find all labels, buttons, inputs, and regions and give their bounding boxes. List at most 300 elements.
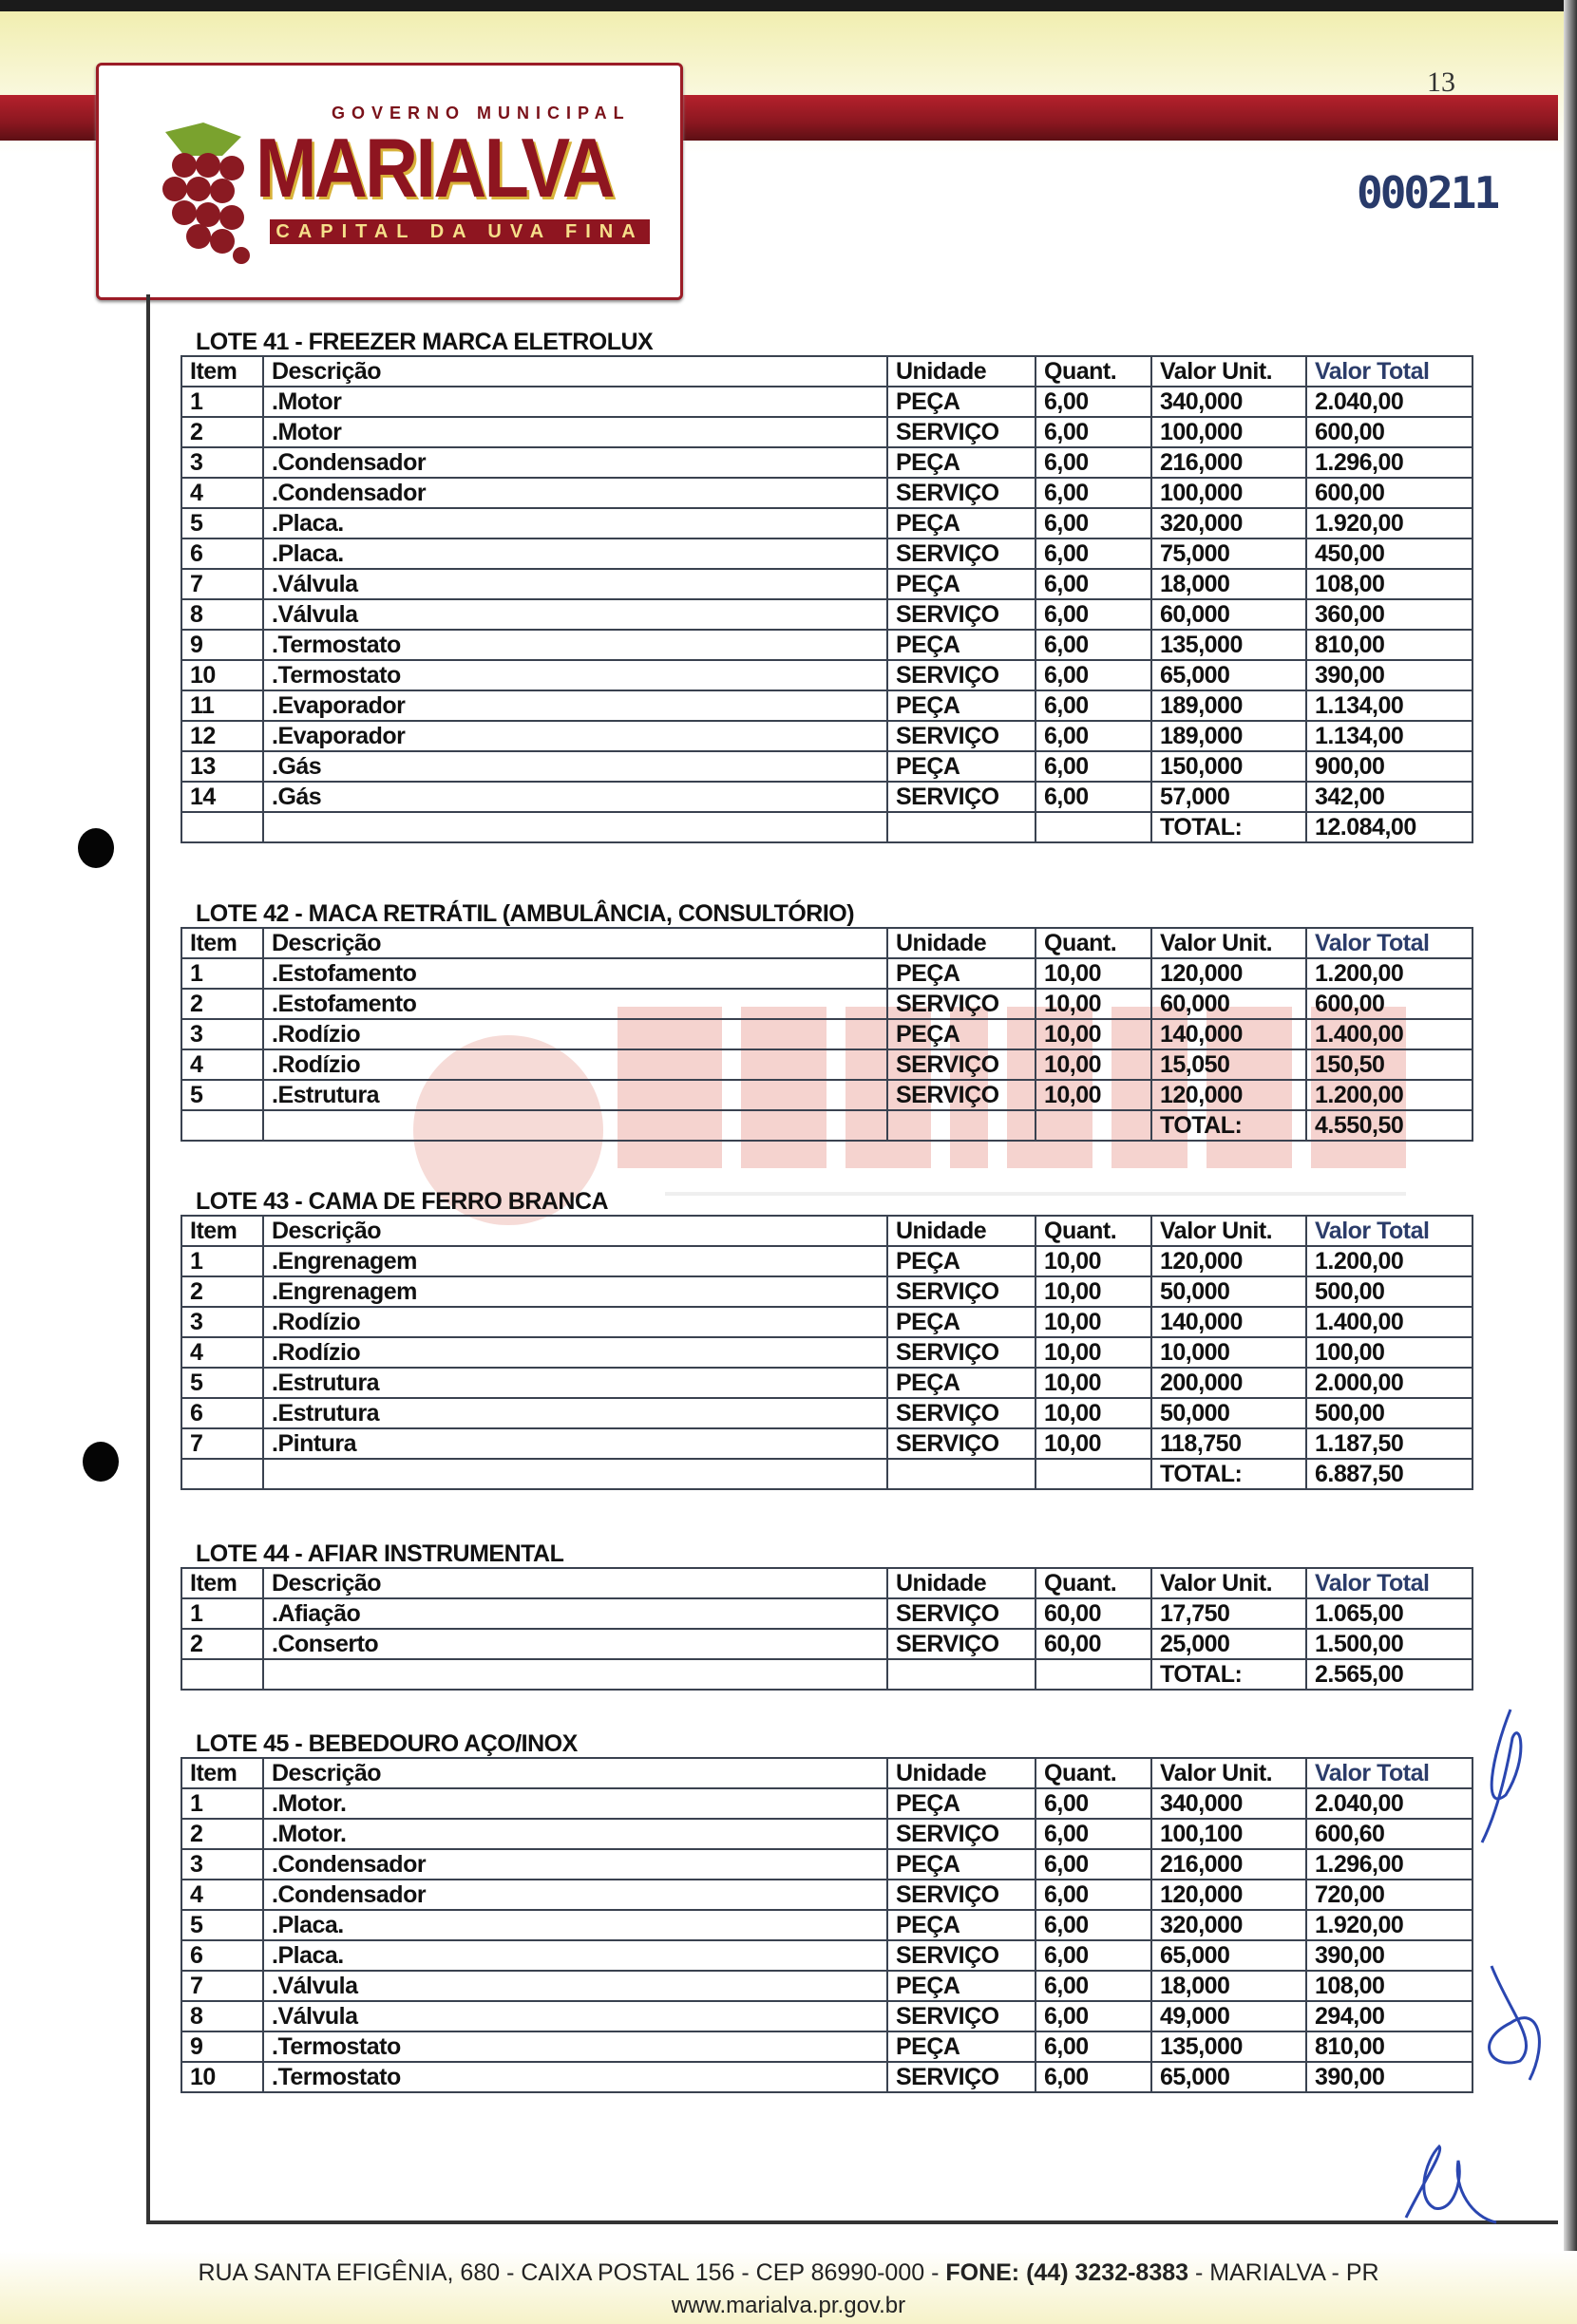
cell-unit: SERVIÇO xyxy=(887,1337,1036,1368)
cell-unit: SERVIÇO xyxy=(887,478,1036,508)
cell-unit: PEÇA xyxy=(887,508,1036,538)
table-row xyxy=(181,599,1472,630)
cell-unit: SERVIÇO xyxy=(887,2062,1036,2092)
cell-description: .Motor xyxy=(263,417,887,447)
cell-description: .Motor. xyxy=(263,1819,887,1849)
lote-title: LOTE 44 - AFIAR INSTRUMENTAL xyxy=(196,1540,564,1567)
empty-cell xyxy=(263,812,887,842)
cell-description: .Gás xyxy=(263,751,887,782)
cell-description: .Condensador xyxy=(263,478,887,508)
cell-item: 2 xyxy=(181,1629,263,1659)
cell-unit: SERVIÇO xyxy=(887,1819,1036,1849)
empty-cell xyxy=(887,812,1036,842)
punch-hole-icon xyxy=(83,1442,119,1482)
page-number: 13 xyxy=(1427,66,1455,98)
table-row xyxy=(181,1971,1472,2001)
footer-address-suffix: - MARIALVA - PR xyxy=(1188,2259,1379,2286)
cell-total-value: 500,00 xyxy=(1306,1276,1472,1307)
cell-unit: PEÇA xyxy=(887,2031,1036,2062)
cell-quantity: 10,00 xyxy=(1036,1398,1151,1428)
empty-cell xyxy=(263,1659,887,1690)
cell-item: 6 xyxy=(181,1940,263,1971)
column-header-description: Descrição xyxy=(263,928,887,958)
logo-top-text: GOVERNO MUNICIPAL xyxy=(332,104,631,123)
table-row xyxy=(181,1246,1472,1276)
scan-edge-right xyxy=(1564,0,1577,2324)
cell-unit: SERVIÇO xyxy=(887,1276,1036,1307)
cell-total-value: 342,00 xyxy=(1306,782,1472,812)
cell-total-value: 500,00 xyxy=(1306,1398,1472,1428)
cell-unit: SERVIÇO xyxy=(887,417,1036,447)
cell-total-value: 810,00 xyxy=(1306,2031,1472,2062)
cell-total-value: 108,00 xyxy=(1306,569,1472,599)
cell-total-value: 1.296,00 xyxy=(1306,1849,1472,1880)
cell-item: 10 xyxy=(181,660,263,690)
cell-unit: PEÇA xyxy=(887,1246,1036,1276)
cell-total-value: 100,00 xyxy=(1306,1337,1472,1368)
table-row xyxy=(181,751,1472,782)
cell-description: .Rodízio xyxy=(263,1337,887,1368)
column-header-description: Descrição xyxy=(263,356,887,387)
cell-quantity: 10,00 xyxy=(1036,1049,1151,1080)
column-header-total-value: Valor Total xyxy=(1306,1568,1472,1598)
cell-item: 14 xyxy=(181,782,263,812)
empty-cell xyxy=(181,1459,263,1489)
cell-item: 7 xyxy=(181,569,263,599)
table-row xyxy=(181,387,1472,417)
cell-unit-value: 17,750 xyxy=(1151,1598,1306,1629)
cell-unit: SERVIÇO xyxy=(887,1629,1036,1659)
cell-unit-value: 57,000 xyxy=(1151,782,1306,812)
table-row xyxy=(181,989,1472,1019)
cell-item: 1 xyxy=(181,1246,263,1276)
cell-unit: SERVIÇO xyxy=(887,1049,1036,1080)
empty-cell xyxy=(1036,1459,1151,1489)
cell-quantity: 6,00 xyxy=(1036,690,1151,721)
cell-description: .Válvula xyxy=(263,569,887,599)
cell-unit-value: 50,000 xyxy=(1151,1398,1306,1428)
cell-quantity: 10,00 xyxy=(1036,1080,1151,1110)
cell-total-value: 1.200,00 xyxy=(1306,1246,1472,1276)
cell-quantity: 6,00 xyxy=(1036,660,1151,690)
table-row xyxy=(181,2062,1472,2092)
cell-description: .Válvula xyxy=(263,1971,887,2001)
cell-unit-value: 50,000 xyxy=(1151,1276,1306,1307)
table-row xyxy=(181,1940,1472,1971)
logo-name: MARIALVA xyxy=(256,121,614,215)
footer-phone: FONE: (44) 3232-8383 xyxy=(945,2259,1189,2286)
footer-address-prefix: RUA SANTA EFIGÊNIA, 680 - CAIXA POSTAL 156 - CEP 86990-000 - xyxy=(198,2259,946,2286)
cell-unit: SERVIÇO xyxy=(887,1428,1036,1459)
cell-quantity: 6,00 xyxy=(1036,387,1151,417)
cell-description: .Motor xyxy=(263,387,887,417)
cell-unit: SERVIÇO xyxy=(887,782,1036,812)
cell-total-value: 1.065,00 xyxy=(1306,1598,1472,1629)
cell-quantity: 6,00 xyxy=(1036,1940,1151,1971)
stamp-number: 000211 xyxy=(1357,167,1498,218)
total-row xyxy=(181,1459,1472,1489)
cell-unit: SERVIÇO xyxy=(887,1080,1036,1110)
cell-description: .Engrenagem xyxy=(263,1246,887,1276)
cell-description: .Termostato xyxy=(263,2062,887,2092)
column-header-unit: Unidade xyxy=(887,1758,1036,1788)
lote-section xyxy=(180,1730,1473,2093)
cell-unit: PEÇA xyxy=(887,1019,1036,1049)
column-header-unit-value: Valor Unit. xyxy=(1151,928,1306,958)
cell-quantity: 10,00 xyxy=(1036,1368,1151,1398)
cell-quantity: 6,00 xyxy=(1036,569,1151,599)
cell-description: .Condensador xyxy=(263,447,887,478)
cell-unit-value: 120,000 xyxy=(1151,958,1306,989)
lote-title: LOTE 42 - MACA RETRÁTIL (AMBULÂNCIA, CONSULTÓRIO) xyxy=(196,900,855,927)
cell-quantity: 10,00 xyxy=(1036,989,1151,1019)
cell-unit: PEÇA xyxy=(887,958,1036,989)
lote-table xyxy=(180,1757,1473,2093)
cell-unit: PEÇA xyxy=(887,690,1036,721)
grapes-icon xyxy=(146,123,260,265)
cell-quantity: 6,00 xyxy=(1036,2001,1151,2031)
cell-total-value: 1.400,00 xyxy=(1306,1019,1472,1049)
cell-quantity: 6,00 xyxy=(1036,1880,1151,1910)
empty-cell xyxy=(263,1459,887,1489)
table-row xyxy=(181,1428,1472,1459)
bottom-margin-line xyxy=(146,2220,1558,2224)
table-row xyxy=(181,1049,1472,1080)
table-header-row xyxy=(181,1568,1472,1598)
table-header-row xyxy=(181,356,1472,387)
cell-unit: PEÇA xyxy=(887,569,1036,599)
table-row xyxy=(181,690,1472,721)
cell-quantity: 6,00 xyxy=(1036,782,1151,812)
total-value: 6.887,50 xyxy=(1306,1459,1472,1489)
cell-item: 3 xyxy=(181,447,263,478)
column-header-description: Descrição xyxy=(263,1216,887,1246)
empty-cell xyxy=(1036,1110,1151,1141)
cell-item: 1 xyxy=(181,1788,263,1819)
cell-description: .Placa. xyxy=(263,1940,887,1971)
table-row xyxy=(181,1910,1472,1940)
logo-subtitle: CAPITAL DA UVA FINA xyxy=(270,219,650,244)
cell-quantity: 6,00 xyxy=(1036,751,1151,782)
cell-quantity: 10,00 xyxy=(1036,1276,1151,1307)
column-header-unit: Unidade xyxy=(887,928,1036,958)
cell-description: .Evaporador xyxy=(263,721,887,751)
cell-description: .Estofamento xyxy=(263,989,887,1019)
table-row xyxy=(181,1019,1472,1049)
column-header-quantity: Quant. xyxy=(1036,928,1151,958)
cell-total-value: 390,00 xyxy=(1306,1940,1472,1971)
cell-total-value: 900,00 xyxy=(1306,751,1472,782)
empty-cell xyxy=(1036,812,1151,842)
cell-unit-value: 135,000 xyxy=(1151,630,1306,660)
table-row xyxy=(181,958,1472,989)
cell-item: 1 xyxy=(181,387,263,417)
lote-title: LOTE 45 - BEBEDOURO AÇO/INOX xyxy=(196,1730,578,1757)
cell-item: 3 xyxy=(181,1307,263,1337)
cell-unit-value: 65,000 xyxy=(1151,1940,1306,1971)
cell-description: .Rodízio xyxy=(263,1019,887,1049)
cell-unit: SERVIÇO xyxy=(887,1598,1036,1629)
cell-unit: PEÇA xyxy=(887,1971,1036,2001)
cell-description: .Condensador xyxy=(263,1849,887,1880)
cell-unit-value: 100,100 xyxy=(1151,1819,1306,1849)
column-header-total-value: Valor Total xyxy=(1306,928,1472,958)
table-row xyxy=(181,417,1472,447)
cell-item: 5 xyxy=(181,508,263,538)
cell-item: 9 xyxy=(181,2031,263,2062)
cell-item: 7 xyxy=(181,1428,263,1459)
cell-description: .Placa. xyxy=(263,1910,887,1940)
cell-total-value: 390,00 xyxy=(1306,2062,1472,2092)
cell-description: .Rodízio xyxy=(263,1307,887,1337)
cell-total-value: 1.200,00 xyxy=(1306,1080,1472,1110)
cell-total-value: 1.134,00 xyxy=(1306,690,1472,721)
cell-unit-value: 60,000 xyxy=(1151,989,1306,1019)
cell-total-value: 450,00 xyxy=(1306,538,1472,569)
cell-unit-value: 340,000 xyxy=(1151,1788,1306,1819)
cell-quantity: 6,00 xyxy=(1036,630,1151,660)
scan-edge xyxy=(0,0,1577,11)
cell-item: 4 xyxy=(181,478,263,508)
table-row xyxy=(181,1276,1472,1307)
table-row xyxy=(181,660,1472,690)
total-label: TOTAL: xyxy=(1151,1659,1306,1690)
cell-unit: PEÇA xyxy=(887,1910,1036,1940)
cell-quantity: 6,00 xyxy=(1036,508,1151,538)
lote-title: LOTE 41 - FREEZER MARCA ELETROLUX xyxy=(196,329,654,355)
table-row xyxy=(181,1598,1472,1629)
empty-cell xyxy=(887,1459,1036,1489)
table-header-row xyxy=(181,1216,1472,1246)
cell-unit-value: 49,000 xyxy=(1151,2001,1306,2031)
cell-total-value: 600,00 xyxy=(1306,417,1472,447)
lote-section xyxy=(180,1188,1473,1490)
cell-total-value: 1.400,00 xyxy=(1306,1307,1472,1337)
cell-unit-value: 18,000 xyxy=(1151,569,1306,599)
footer-website[interactable]: www.marialva.pr.gov.br xyxy=(671,2293,906,2318)
table-row xyxy=(181,1337,1472,1368)
initials-icon xyxy=(1387,2142,1501,2227)
cell-total-value: 1.500,00 xyxy=(1306,1629,1472,1659)
cell-total-value: 810,00 xyxy=(1306,630,1472,660)
cell-quantity: 60,00 xyxy=(1036,1598,1151,1629)
cell-item: 6 xyxy=(181,538,263,569)
table-header-row xyxy=(181,1758,1472,1788)
column-header-description: Descrição xyxy=(263,1758,887,1788)
table-row xyxy=(181,1080,1472,1110)
cell-total-value: 1.920,00 xyxy=(1306,1910,1472,1940)
column-header-item: Item xyxy=(181,928,263,958)
cell-unit-value: 189,000 xyxy=(1151,690,1306,721)
cell-quantity: 6,00 xyxy=(1036,478,1151,508)
cell-total-value: 2.040,00 xyxy=(1306,387,1472,417)
table-row xyxy=(181,630,1472,660)
cell-total-value: 294,00 xyxy=(1306,2001,1472,2031)
lote-section xyxy=(180,900,1473,1142)
cell-quantity: 6,00 xyxy=(1036,1819,1151,1849)
column-header-unit: Unidade xyxy=(887,1568,1036,1598)
empty-cell xyxy=(1036,1659,1151,1690)
cell-total-value: 150,50 xyxy=(1306,1049,1472,1080)
cell-unit-value: 60,000 xyxy=(1151,599,1306,630)
cell-unit: PEÇA xyxy=(887,1368,1036,1398)
cell-item: 2 xyxy=(181,1276,263,1307)
cell-description: .Motor. xyxy=(263,1788,887,1819)
table-row xyxy=(181,1629,1472,1659)
cell-unit: SERVIÇO xyxy=(887,721,1036,751)
empty-cell xyxy=(181,812,263,842)
cell-total-value: 108,00 xyxy=(1306,1971,1472,2001)
column-header-item: Item xyxy=(181,356,263,387)
cell-unit-value: 320,000 xyxy=(1151,508,1306,538)
left-margin-line xyxy=(146,294,150,2224)
cell-item: 9 xyxy=(181,630,263,660)
cell-unit: SERVIÇO xyxy=(887,599,1036,630)
lote-table xyxy=(180,1567,1473,1691)
cell-description: .Engrenagem xyxy=(263,1276,887,1307)
cell-unit: PEÇA xyxy=(887,751,1036,782)
cell-description: .Evaporador xyxy=(263,690,887,721)
cell-quantity: 6,00 xyxy=(1036,1788,1151,1819)
cell-total-value: 2.000,00 xyxy=(1306,1368,1472,1398)
cell-unit-value: 25,000 xyxy=(1151,1629,1306,1659)
cell-total-value: 390,00 xyxy=(1306,660,1472,690)
cell-unit-value: 10,000 xyxy=(1151,1337,1306,1368)
cell-unit-value: 189,000 xyxy=(1151,721,1306,751)
cell-quantity: 6,00 xyxy=(1036,447,1151,478)
cell-unit-value: 340,000 xyxy=(1151,387,1306,417)
total-value: 2.565,00 xyxy=(1306,1659,1472,1690)
cell-quantity: 60,00 xyxy=(1036,1629,1151,1659)
cell-total-value: 1.296,00 xyxy=(1306,447,1472,478)
cell-item: 8 xyxy=(181,599,263,630)
cell-item: 8 xyxy=(181,2001,263,2031)
lote-section xyxy=(180,1540,1473,1691)
total-label: TOTAL: xyxy=(1151,812,1306,842)
cell-item: 13 xyxy=(181,751,263,782)
cell-quantity: 6,00 xyxy=(1036,1849,1151,1880)
cell-total-value: 600,00 xyxy=(1306,478,1472,508)
column-header-unit-value: Valor Unit. xyxy=(1151,1216,1306,1246)
cell-unit-value: 120,000 xyxy=(1151,1880,1306,1910)
table-header-row xyxy=(181,928,1472,958)
column-header-quantity: Quant. xyxy=(1036,356,1151,387)
cell-quantity: 6,00 xyxy=(1036,599,1151,630)
cell-quantity: 6,00 xyxy=(1036,2062,1151,2092)
column-header-quantity: Quant. xyxy=(1036,1216,1151,1246)
column-header-unit-value: Valor Unit. xyxy=(1151,1758,1306,1788)
cell-quantity: 10,00 xyxy=(1036,1246,1151,1276)
cell-description: .Termostato xyxy=(263,630,887,660)
cell-total-value: 600,60 xyxy=(1306,1819,1472,1849)
empty-cell xyxy=(181,1659,263,1690)
cell-item: 5 xyxy=(181,1910,263,1940)
cell-description: .Estrutura xyxy=(263,1368,887,1398)
cell-description: .Termostato xyxy=(263,660,887,690)
cell-total-value: 600,00 xyxy=(1306,989,1472,1019)
cell-unit-value: 120,000 xyxy=(1151,1080,1306,1110)
marialva-logo xyxy=(96,63,683,300)
lote-title: LOTE 43 - CAMA DE FERRO BRANCA xyxy=(196,1188,609,1215)
cell-item: 5 xyxy=(181,1080,263,1110)
table-row xyxy=(181,1819,1472,1849)
cell-item: 6 xyxy=(181,1398,263,1428)
column-header-unit: Unidade xyxy=(887,1216,1036,1246)
cell-description: .Rodízio xyxy=(263,1049,887,1080)
cell-unit-value: 320,000 xyxy=(1151,1910,1306,1940)
table-row xyxy=(181,2001,1472,2031)
cell-unit: SERVIÇO xyxy=(887,1940,1036,1971)
cell-unit: PEÇA xyxy=(887,447,1036,478)
cell-description: .Termostato xyxy=(263,2031,887,2062)
cell-unit-value: 120,000 xyxy=(1151,1246,1306,1276)
column-header-total-value: Valor Total xyxy=(1306,1216,1472,1246)
table-row xyxy=(181,2031,1472,2062)
cell-item: 3 xyxy=(181,1019,263,1049)
cell-unit-value: 65,000 xyxy=(1151,660,1306,690)
cell-description: .Condensador xyxy=(263,1880,887,1910)
cell-unit-value: 100,000 xyxy=(1151,478,1306,508)
cell-unit: SERVIÇO xyxy=(887,538,1036,569)
cell-unit: PEÇA xyxy=(887,1849,1036,1880)
total-value: 12.084,00 xyxy=(1306,812,1472,842)
cell-quantity: 6,00 xyxy=(1036,721,1151,751)
total-row xyxy=(181,812,1472,842)
table-row xyxy=(181,721,1472,751)
footer-address xyxy=(0,2258,1577,2287)
cell-unit: PEÇA xyxy=(887,630,1036,660)
table-row xyxy=(181,569,1472,599)
column-header-unit-value: Valor Unit. xyxy=(1151,1568,1306,1598)
cell-unit-value: 216,000 xyxy=(1151,447,1306,478)
column-header-quantity: Quant. xyxy=(1036,1568,1151,1598)
cell-description: .Estrutura xyxy=(263,1080,887,1110)
table-row xyxy=(181,478,1472,508)
cell-description: .Conserto xyxy=(263,1629,887,1659)
cell-description: .Gás xyxy=(263,782,887,812)
cell-unit: SERVIÇO xyxy=(887,1398,1036,1428)
cell-unit-value: 65,000 xyxy=(1151,2062,1306,2092)
cell-unit-value: 100,000 xyxy=(1151,417,1306,447)
cell-item: 10 xyxy=(181,2062,263,2092)
cell-quantity: 6,00 xyxy=(1036,1971,1151,2001)
total-label: TOTAL: xyxy=(1151,1110,1306,1141)
cell-quantity: 10,00 xyxy=(1036,1307,1151,1337)
table-row xyxy=(181,447,1472,478)
table-row xyxy=(181,1398,1472,1428)
cell-quantity: 10,00 xyxy=(1036,1428,1151,1459)
cell-unit-value: 15,050 xyxy=(1151,1049,1306,1080)
lote-table xyxy=(180,927,1473,1142)
cell-item: 4 xyxy=(181,1880,263,1910)
cell-total-value: 1.920,00 xyxy=(1306,508,1472,538)
cell-description: .Placa. xyxy=(263,508,887,538)
lote-section xyxy=(180,329,1473,843)
cell-quantity: 6,00 xyxy=(1036,2031,1151,2062)
cell-total-value: 1.187,50 xyxy=(1306,1428,1472,1459)
cell-item: 3 xyxy=(181,1849,263,1880)
cell-item: 2 xyxy=(181,1819,263,1849)
cell-unit-value: 135,000 xyxy=(1151,2031,1306,2062)
cell-item: 5 xyxy=(181,1368,263,1398)
cell-unit: PEÇA xyxy=(887,1307,1036,1337)
table-row xyxy=(181,1880,1472,1910)
cell-quantity: 6,00 xyxy=(1036,417,1151,447)
cell-unit-value: 140,000 xyxy=(1151,1019,1306,1049)
total-label: TOTAL: xyxy=(1151,1459,1306,1489)
column-header-unit: Unidade xyxy=(887,356,1036,387)
cell-total-value: 360,00 xyxy=(1306,599,1472,630)
